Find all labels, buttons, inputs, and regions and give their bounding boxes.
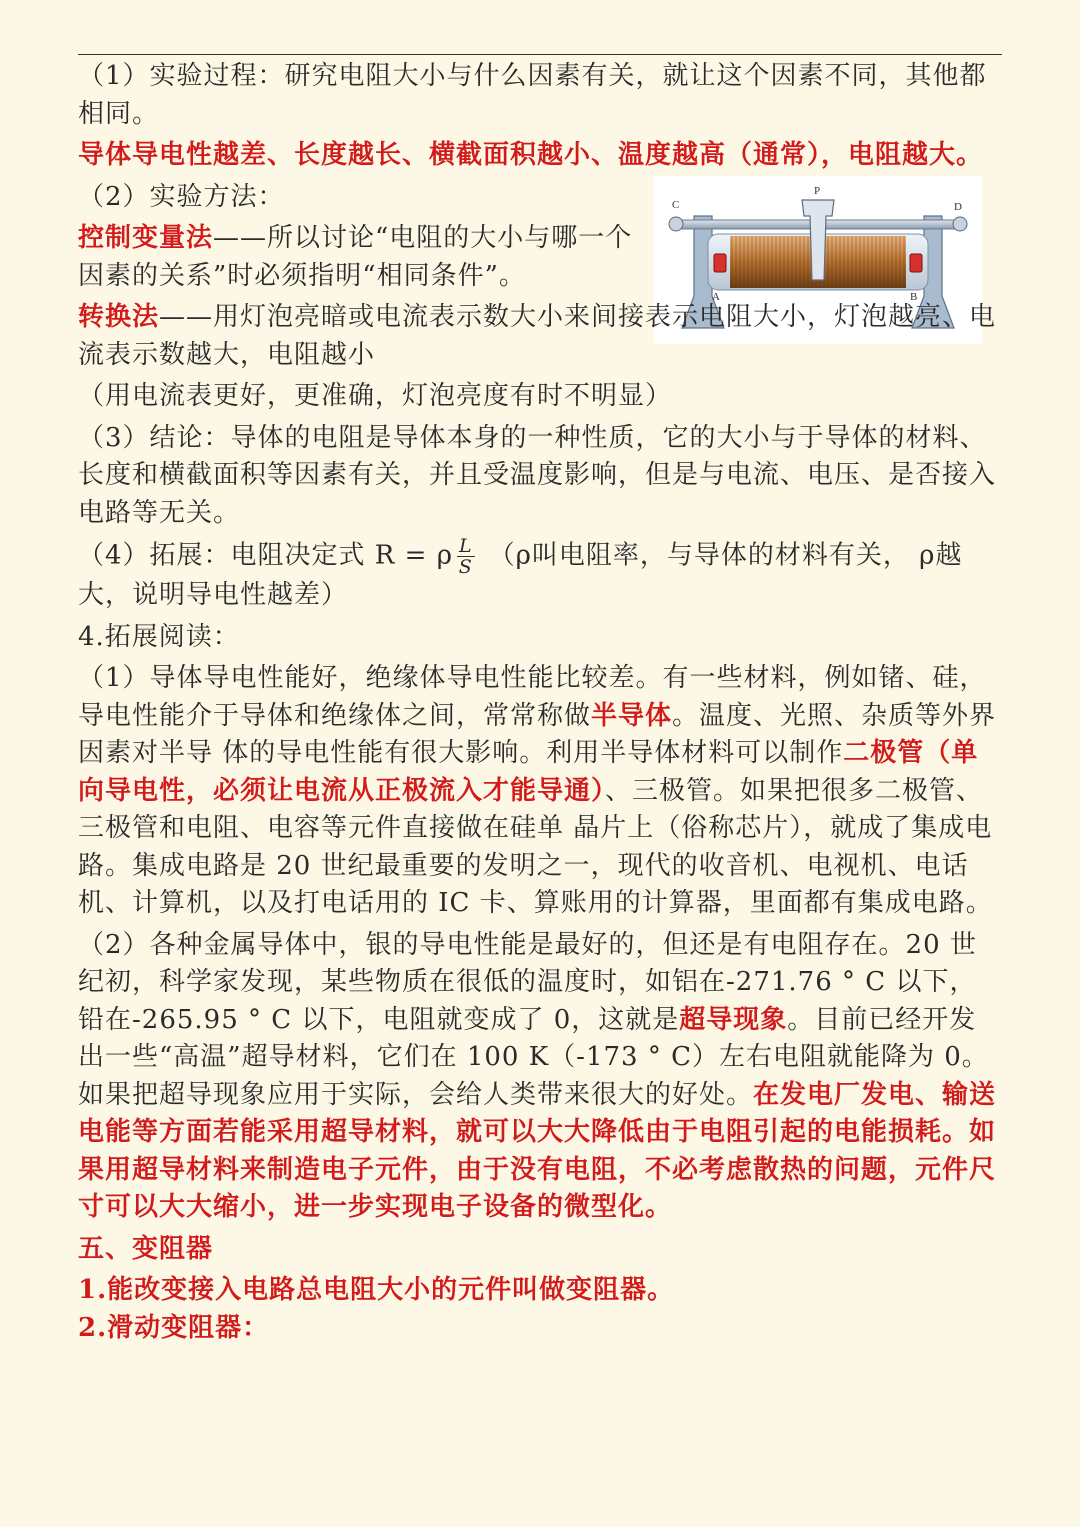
superconductor-paragraph bbox=[78, 927, 1002, 1227]
extension-suffix: （ρ叫电阻率，与导体的材料有关， ρ越大，说明导电性越差） bbox=[78, 540, 963, 610]
semiconductor-text-3: 、三极管。如果把很多二极管、三极管和电阻、电容等元件直接做在硅单 晶片上（俗称芯片），就成了集成电路。集成电路是 20 世纪最重要的发明之一，现代的收音机、电视机、电话机、计算机，以及打电话用的 IC 卡、算账用的计算器，里面都有集成电路。 bbox=[78, 775, 993, 918]
label-b: B bbox=[910, 291, 918, 303]
section-5-item-2: 2.滑动变阻器： bbox=[78, 1312, 270, 1343]
superconductor-text-2: 。目前已经开发出一些“高温”超导材料，它们在 100 K（-173 ° C）左右电阻就能降为 0。如果把超导现象应用于实际，会给人类带来很大的好处。 bbox=[78, 1004, 989, 1110]
semiconductor-paragraph bbox=[78, 660, 1002, 923]
top-rule bbox=[78, 54, 1002, 55]
factors-summary: 导体导电性越差、长度越长、横截面积越小、温度越高（通常），电阻越大。 bbox=[78, 140, 984, 170]
control-variable-term: 控制变量法 bbox=[78, 223, 214, 253]
semiconductor-term: 半导体 bbox=[591, 700, 673, 731]
extension-paragraph bbox=[78, 536, 1002, 615]
diode-term: 二极管（单向导电性，必须让电流从正极流入才能导通） bbox=[78, 738, 979, 806]
label-d: D bbox=[954, 201, 962, 213]
label-a: A bbox=[712, 291, 720, 303]
fraction-numerator: L bbox=[458, 535, 473, 557]
content-column bbox=[78, 58, 1002, 1347]
section-5-title: 五、变阻器 bbox=[78, 1233, 214, 1264]
label-p: P bbox=[814, 185, 821, 197]
superconductor-benefits: 在发电厂发电、输送电能等方面若能采用超导材料，就可以大大降低由于电阻引起的电能损耗。如果用超导材料来制造电子元件，由于没有电阻，不必考虑散热的问题，元件尺寸可以大大缩小，进一步实现电子设备的微型化。 bbox=[78, 1079, 997, 1222]
superconductor-text-1: （2）各种金属导体中，银的导电性能是最好的，但还是有电阻存在。20 世纪初，科学家发现，某些物质在很低的温度时，如铝在-271.76 ° C 以下，铅在-265.95 ° C 以下，电阻就变成了 0，这就是 bbox=[78, 929, 977, 1035]
conversion-paragraph bbox=[78, 299, 1002, 374]
control-variable-paragraph bbox=[78, 220, 643, 295]
fraction-denominator: S bbox=[458, 556, 473, 578]
semiconductor-text-1: （1）导体导电性能好，绝缘体导电性能比较差。有一些材料，例如锗、硅，导电性能介于导体和绝缘体之间，常常称做 bbox=[78, 663, 987, 731]
reading-title: 4.拓展阅读： bbox=[78, 621, 240, 652]
experiment-process: （1）实验过程：研究电阻大小与什么因素有关，就让这个因素不同，其他都相同。 bbox=[78, 61, 987, 129]
resistance-formula-fraction bbox=[457, 536, 475, 577]
superconductor-term: 超导现象 bbox=[679, 1004, 788, 1035]
conversion-note: （用电流表更好，更准确，灯泡亮度有时不明显） bbox=[78, 381, 673, 411]
conversion-text: ——用灯泡亮暗或电流表示数大小来间接表示电阻大小，灯泡越亮、电流表示数越大，电阻越小 bbox=[78, 302, 997, 370]
label-c: C bbox=[672, 199, 680, 211]
control-variable-text: ——所以讨论“电阻的大小与哪一个因素的关系”时必须指明“相同条件”。 bbox=[78, 223, 633, 291]
extension-prefix: （4）拓展：电阻决定式 R = ρ bbox=[78, 540, 453, 571]
semiconductor-text-2: 。温度、光照、杂质等外界因素对半导 体的导电性能有很大影响。利用半导体材料可以制作 bbox=[78, 700, 997, 768]
method-title: （2）实验方法： bbox=[78, 181, 285, 212]
conversion-term: 转换法 bbox=[78, 302, 160, 332]
conclusion-paragraph: （3）结论：导体的电阻是导体本身的一种性质，它的大小与于导体的材料、长度和横截面积等因素有关，并且受温度影响，但是与电流、电压、是否接入电路等无关。 bbox=[78, 422, 997, 528]
section-5-item-1: 1.能改变接入电路总电阻大小的元件叫做变阻器。 bbox=[78, 1275, 675, 1305]
